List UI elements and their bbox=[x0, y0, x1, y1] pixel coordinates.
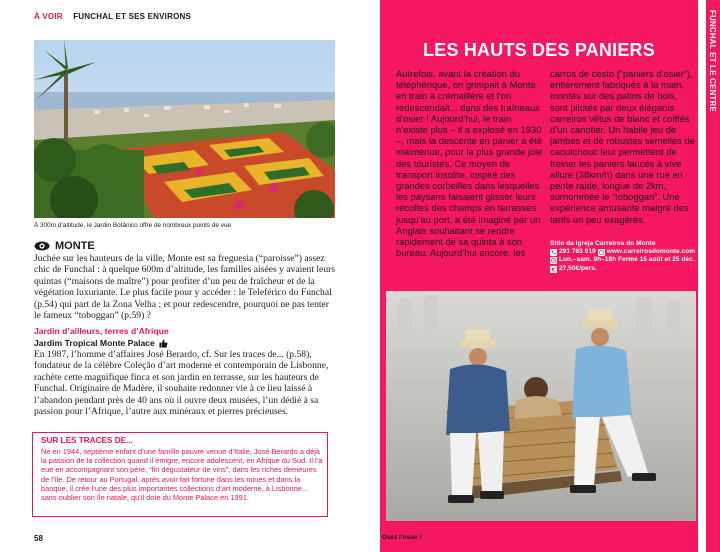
info-phone bbox=[550, 248, 696, 256]
phone-icon bbox=[550, 249, 557, 256]
running-header bbox=[34, 12, 191, 21]
web-icon bbox=[598, 249, 605, 256]
photo-caption-right: Osez l’osier ! bbox=[382, 534, 422, 541]
right-page bbox=[360, 0, 720, 552]
chapter-tab bbox=[706, 0, 720, 552]
box-text: Né en 1944, septième enfant d’une famille pauvre venue d’Italie, José Berardo a déjà la passion de la collection quand il émigre, encore adolescent, en Afrique du Sud. Il l’a eue en accompagnant son père, “fin dégustateur de vins”, dans les riches demeures de l’île. De retour au Portugal, après avoir fait fortune dans les mines et dans la banque, il crée l’une des plus importantes collections d’art moderne, à Lisbonne... sans oublier son île natale, qu’il dote du Monte Palace en 1991. bbox=[41, 447, 323, 503]
euro-icon bbox=[550, 266, 557, 273]
clock-icon bbox=[550, 257, 557, 264]
toboggan-illustration bbox=[386, 291, 696, 521]
thumbs-up-icon bbox=[159, 339, 168, 348]
left-page bbox=[0, 0, 357, 552]
header-section: À VOIR bbox=[34, 12, 63, 21]
toboggan-photo bbox=[386, 291, 696, 521]
chapter-tab-label: FUNCHAL ET LE CENTRE bbox=[708, 10, 717, 113]
info-hours-text: Lun.–sam. 9h–18h Fermé 15 août et 25 déc. bbox=[559, 256, 695, 264]
info-place-text: Sitio da Igreja Carreiros do Monte bbox=[550, 240, 656, 247]
photo-caption: À 300m d’altitude, le Jardin Botânico offre de nombreux points de vue bbox=[34, 222, 232, 229]
info-phone-text: 291 783 919 bbox=[559, 248, 596, 256]
info-hours bbox=[550, 256, 696, 264]
place-paragraph: En 1987, l’homme d’affaires José Berardo, cf. Sur les traces de... (p.58), fondateur de la célèbre Coleção d’art moderne et contemporain de Lisbonne, rachète cette magnifique finca et son jardin en terrasse, sur les hauteurs de Funchal. Originaire de Madère, il souhaite redonner vie à ce lieu laissé à l’abandon pendant près de 40 ans où il ouvre deux musées, l’un dédié à sa passion pour l’Afrique, l’autre aux minéraux et pierres précieuses. bbox=[34, 349, 329, 418]
garden-illustration bbox=[34, 40, 335, 218]
section-title bbox=[34, 240, 95, 252]
info-web-text[interactable]: www.carreirosdomonte.com bbox=[606, 248, 696, 256]
intro-paragraph: Juchée sur les hauteurs de la ville, Monte est sa freguesia (“paroisse”) assez chic de Funchal : à quelque 600m d’altitude, les familles aisées y avaient leurs quintas (“maisons de maître”) pour profiter d’un peu de fraîcheur et de la végétation luxuriante. Le plus facile pour y accéder : le Teleférico do Funchal (p.54) qui part de la Zona Velha ; et pour redescendre, pourquoi ne pas tenter le fameux “toboggan” (p.59) ? bbox=[34, 253, 336, 322]
eye-icon bbox=[34, 241, 50, 251]
sidebar-box bbox=[32, 432, 328, 517]
info-place bbox=[550, 240, 696, 248]
section-title-text: MONTE bbox=[55, 240, 95, 252]
sub-heading: Jardin d’ailleurs, terres d’Afrique bbox=[34, 326, 169, 336]
info-price bbox=[550, 265, 696, 273]
botanical-garden-photo bbox=[34, 40, 335, 218]
feature-title: LES HAUTS DES PANIERS bbox=[423, 40, 655, 60]
svg-text:€: € bbox=[551, 267, 556, 273]
page-number: 58 bbox=[34, 534, 43, 543]
box-title: SUR LES TRACES DE... bbox=[41, 436, 133, 445]
place-heading bbox=[34, 338, 168, 348]
info-price-text: 27,50€/pers. bbox=[559, 264, 597, 272]
place-name: Jardim Tropical Monte Palace bbox=[34, 338, 155, 348]
practical-info bbox=[550, 240, 696, 273]
header-area: FUNCHAL ET SES ENVIRONS bbox=[73, 12, 192, 21]
feature-column-1: Autrefois, avant la création du téléphérique, on grimpait à Monte en train à crémaillère et l’on redescendait... dans des traîneaux d’osier ! Aujourd’hui, le train n’existe plus – il a explosé en 1930 –, mais la descente en panier a été maintenue, pour la plus grande joie des touristes. Ce moyen de transport insolite, inspiré des grandes corbeilles dans lesquelles les paysans faisaient glisser leurs récoltes des champs en terrasses jusqu’au port, a été imaginé par un Anglais souhaitant se rendre rapidement de sa quinta à son bureau. Aujourd’hui encore, les bbox=[396, 68, 543, 259]
feature-column-2: carros de cesto (“paniers d’osier”), entièrement fabriqués à la main, montés sur des patins de bois, sont pilotés par deux élégants carreiros vêtus de blanc et coiffés d’un canotier. Un habile jeu de jambes et de robustes semelles de caoutchouc leur permettent de freiner les paniers lancés à vive allure (38km/h) dans une rue en pente raide, longue de 2km, surnommée le “toboggan”. Une expérience amusante malgré des tarifs un peu exagérés. bbox=[550, 68, 695, 225]
